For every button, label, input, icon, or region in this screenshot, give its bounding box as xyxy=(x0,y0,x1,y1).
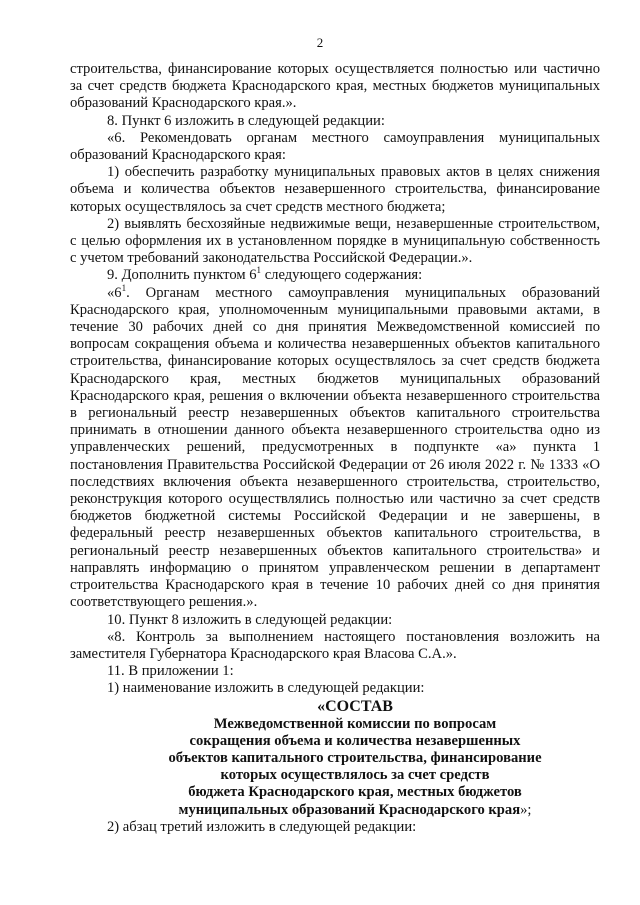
heading-line-tail: »; xyxy=(520,801,532,818)
heading-title: «СОСТАВ xyxy=(317,697,393,715)
document-body xyxy=(70,61,600,836)
paragraph: 10. Пункт 8 изложить в следующей редакции: xyxy=(107,611,393,628)
paragraph-text: . Органам местного самоуправления муниципальных образований Краснодарского края, уполномоченным муниципальными правовыми актами, в течение 30 рабочих дней со дня принятия Межведомственной комиссией по вопросам сокращения объема и количества незавершенных объектов капитального строительства, финансирование которых осуществлялось за счет средств бюджета Краснодарского края, местных бюджетов муниципальных образований Краснодарского края, решения о включении объекта незавершенного строительства в региональный реестр незавершенных объектов капитального строительства принимать в отношении данного объекта незавершенного строительства одно из управленческих решений, предусмотренных в подпункте «а» пункта 1 постановления Правительства Российской Федерации от 26 июля 2022 г. № 1333 «О последствиях включения объекта незавершенного строительства, строительство, реконструкция которого осуществлялись полностью или частично за счет средств бюджетов бюджетной системы Российской Федерации и не завершены, в федеральный реестр незавершенных объектов капитального строительства, в региональный реестр незавершенных объектов капитального строительства» и направлять информацию о принятом управленческом решении в департамент строительства Краснодарского края в течение 10 рабочих дней со дня принятия соответствующего решения.». xyxy=(70,284,600,611)
heading-line: объектов капитального строительства, финансирование xyxy=(168,749,542,766)
paragraph-text: следующего содержания: xyxy=(261,267,423,284)
heading-line-last xyxy=(70,802,600,819)
heading-line: бюджета Краснодарского края, местных бюджетов xyxy=(188,784,522,801)
heading-block xyxy=(70,698,600,819)
paragraph: «8. Контроль за выполнением настоящего постановления возложить на заместителя Губернатора Краснодарского края Власова С.А.». xyxy=(70,628,600,662)
heading-line: сокращения объема и количества незавершенных xyxy=(189,732,521,749)
page-number: 2 xyxy=(316,35,324,50)
paragraph-text: 9. Дополнить пунктом 6 xyxy=(107,267,257,284)
paragraph: 1) наименование изложить в следующей редакции: xyxy=(107,680,425,697)
paragraph: строительства, финансирование которых осуществляется полностью или частично за счет средств бюджета Краснодарского края, местных бюджетов муниципальных образований Краснодарского края.». xyxy=(70,61,600,112)
superscript: 1 xyxy=(121,282,127,293)
paragraph: 11. В приложении 1: xyxy=(107,663,234,680)
paragraph: 2) выявлять бесхозяйные недвижимые вещи, незавершенные строительством, с целью оформления их в установленном порядке в муниципальную собственность с учетом требований законодательства Российской Федерации.». xyxy=(70,215,600,267)
heading-line: Межведомственной комиссии по вопросам xyxy=(213,715,497,732)
heading-line-text: муниципальных образований Краснодарского края xyxy=(178,801,521,818)
paragraph xyxy=(70,267,600,284)
paragraph: 2) абзац третий изложить в следующей редакции: xyxy=(107,818,417,835)
superscript: 1 xyxy=(256,265,262,276)
paragraph: «6. Рекомендовать органам местного самоуправления муниципальных образований Краснодарского края: xyxy=(70,129,600,164)
heading-line: которых осуществлялось за счет средств xyxy=(220,767,490,784)
paragraph-text: «6 xyxy=(107,284,122,301)
paragraph: 1) обеспечить разработку муниципальных правовых актов в целях снижения объема и количества объектов незавершенного строительства, финансирование которых осуществлялось за счет средств местного бюджета; xyxy=(70,164,600,215)
paragraph: 8. Пункт 6 изложить в следующей редакции: xyxy=(107,112,385,129)
paragraph xyxy=(70,282,600,612)
